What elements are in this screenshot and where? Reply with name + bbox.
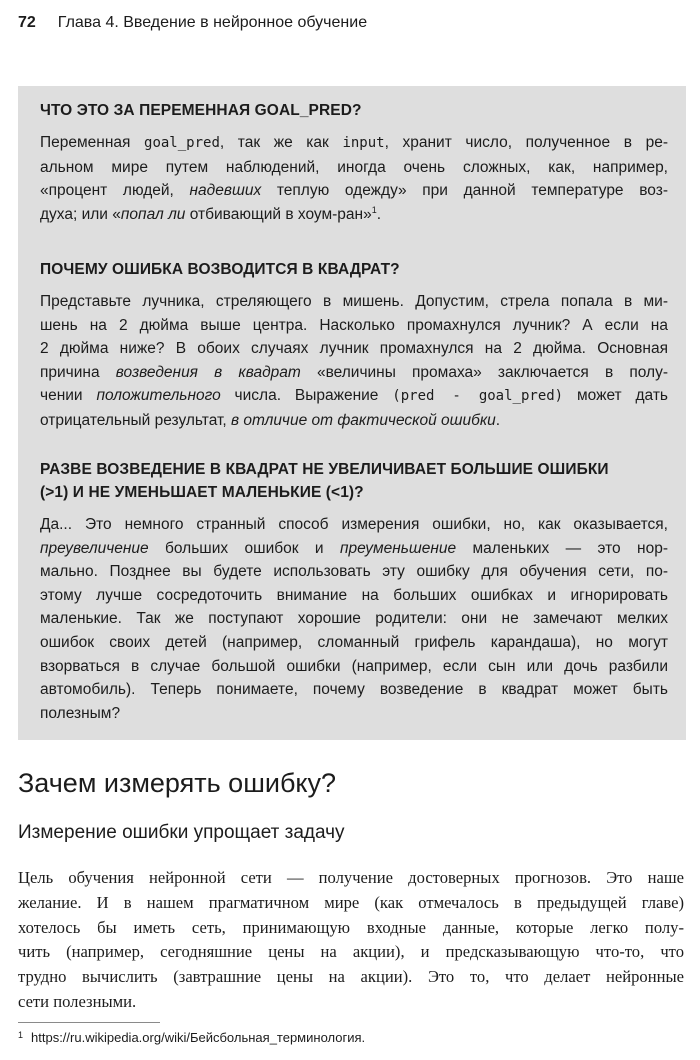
running-header — [18, 14, 367, 32]
line: Цель обучения нейронной сети — получение достоверных прогнозов. Это наше — [18, 868, 684, 887]
footnote — [18, 1030, 365, 1045]
line: мально. Позднее вы будете использовать эту ошибку для обучения сети, по- — [40, 563, 668, 581]
section-title: Зачем измерять ошибку? — [18, 768, 337, 798]
line: преувеличение больших ошибок и преуменьшение маленьких — это нор- — [40, 539, 668, 557]
line: трудно вычислить (завтрашние цены на акции). Это то, что делает нейронные — [18, 967, 684, 987]
line: взорваться в случае большой ошибки (например, если сын или дочь разбили — [40, 657, 668, 675]
line: альном мире путем наблюдений, иногда очень сложных, как, например, — [40, 158, 668, 176]
footnote-link[interactable]: https://ru.wikipedia.org/wiki/Бейсбольная_терминология. — [31, 1030, 366, 1045]
line: Переменная goal_pred, так же как input, хранит число, полученное в ре- — [40, 134, 669, 151]
line: этому лучше сосредоточить внимание на больших ошибках и игнорировать — [40, 586, 668, 604]
footnote-marker: 1 — [18, 1030, 24, 1040]
code-goal-pred: goal_pred — [144, 135, 220, 151]
line: 2 дюйма ниже? В обоих случаях лучник промахнулся на 2 дюйма. Основная — [40, 340, 668, 358]
line: духа; или «попал ли отбивающий в хоум-ран»$^1$. — [40, 204, 382, 223]
box-heading-big-small-errors: РАЗВЕ ВОЗВЕДЕНИЕ В КВАДРАТ НЕ УВЕЛИЧИВАЕТ БОЛЬШИЕ ОШИБКИ (>1) И НЕ УМЕНЬШАЕТ МАЛЕНЬКИЕ (<1)? — [40, 461, 609, 501]
line: чить (например, сегодняшние цены на акции), и предсказывающую что-то, что — [18, 942, 684, 962]
chapter-title: Глава 4. Введение в нейронное обучение — [57, 14, 368, 31]
box-paragraph-goal-pred — [40, 131, 668, 226]
line: автомобиль). Теперь понимаете, почему возведение в квадрат может быть — [40, 681, 668, 699]
line: полезным? — [40, 704, 121, 722]
line: сети полезными. — [18, 991, 137, 1011]
line: хотелось бы иметь сеть, принимающую входные данные, которые легко полу- — [18, 917, 684, 937]
box-heading-squared-error: ПОЧЕМУ ОШИБКА ВОЗВОДИТСЯ В КВАДРАТ? — [40, 261, 400, 278]
line: маленькие. Так же поступают хорошие родители: они не замечают мелких — [40, 610, 668, 628]
section-subtitle: Измерение ошибки упрощает задачу — [18, 822, 345, 843]
box-paragraph-squared-error — [40, 290, 668, 433]
box-heading-goal-pred: ЧТО ЭТО ЗА ПЕРЕМЕННАЯ GOAL_PRED? — [40, 102, 362, 119]
line: Представьте лучника, стреляющего в мишень. Допустим, стрела попала в ми- — [40, 293, 668, 310]
line: Да... Это немного странный способ измерения ошибки, но, как оказывается, — [40, 516, 668, 533]
line: причина возведения в квадрат «величины промаха» заключается в полу- — [40, 363, 668, 381]
line: чении положительного числа. Выражение (pred - goal_pred) может дать — [40, 387, 668, 405]
line: желание. И в нашем прагматичном мире (как отмечалось в предыдущей главе) — [18, 892, 684, 912]
page-number: 72 — [18, 14, 36, 31]
footnote-ref[interactable]: 1 — [371, 204, 377, 215]
body-paragraph — [18, 866, 684, 1015]
line: «процент людей, надевших теплую одежду» при данной температуре воз- — [40, 182, 668, 200]
line: шень на 2 дюйма выше центра. Насколько промахнулся лучник? А если на — [40, 316, 668, 334]
code-expression: (pred - goal_pred) — [392, 388, 564, 405]
code-input: input — [342, 135, 385, 151]
line: ошибок своих детей (например, сломанный грифель карандаша), но могут — [40, 633, 668, 651]
line: отрицательный результат, в отличие от фактической ошибки. — [40, 411, 501, 429]
footnote-rule — [18, 1022, 160, 1023]
box-paragraph-big-small-errors — [40, 513, 668, 725]
